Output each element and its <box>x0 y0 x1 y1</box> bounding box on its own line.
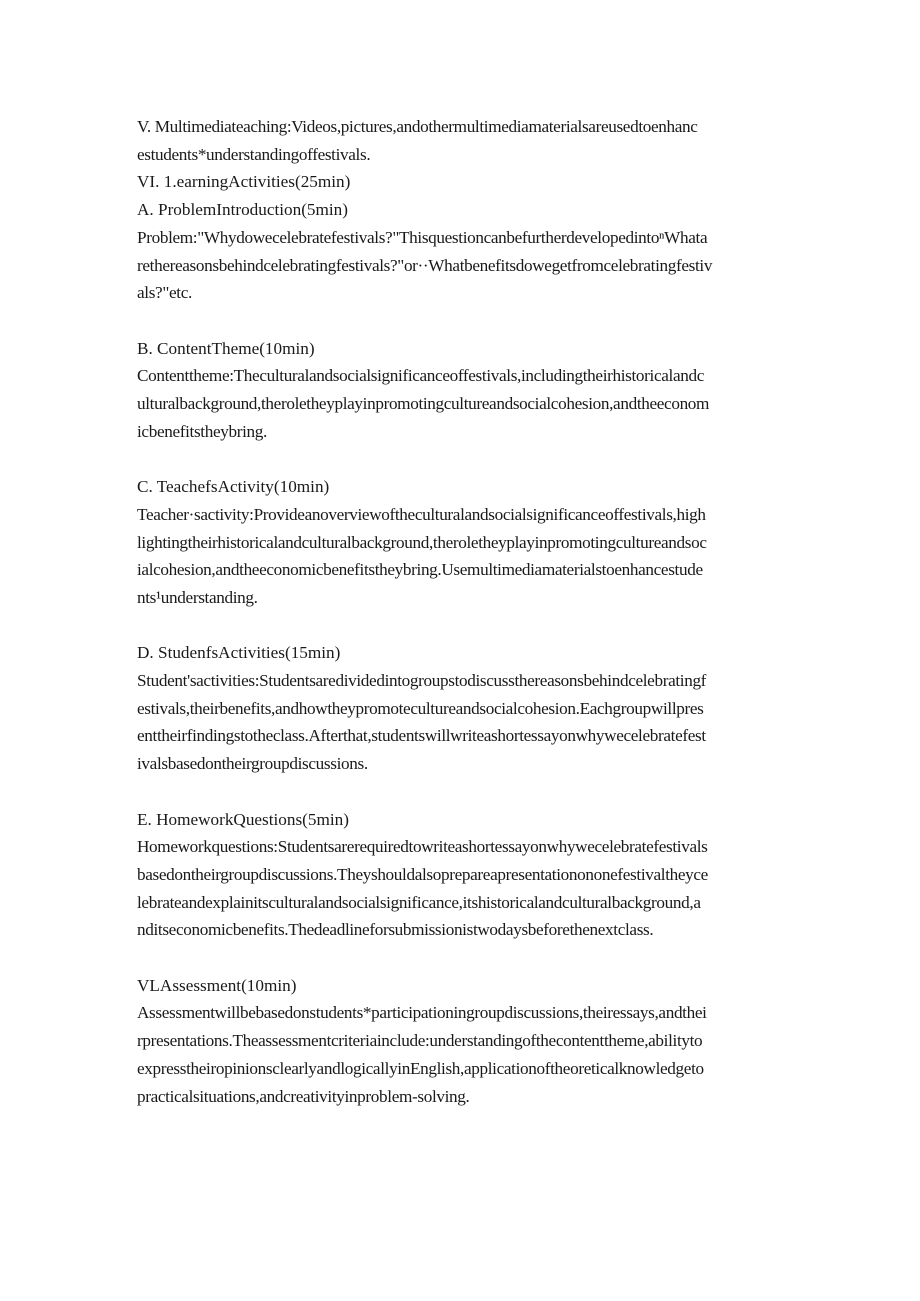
subsection-a-problem-introduction <box>137 196 787 307</box>
body-text-line: lightingtheirhistoricalandculturalbackground,theroletheyplayinpromotingcultureandsoc <box>137 532 707 552</box>
paragraph-spacer <box>137 307 787 335</box>
body-text-line: Assessmentwillbebasedonstudents*participationingroupdiscussions,theiressays,andthei <box>137 1003 707 1023</box>
body-text-line: nditseconomicbenefits.Thedeadlineforsubmissionistwodaysbeforethenextclass. <box>137 920 654 940</box>
body-text-line: rpresentations.Theassessmentcriteriainclude:understandingofthecontenttheme,abilityto <box>137 1031 703 1051</box>
subsection-heading: B. ContentTheme(10min) <box>137 338 315 358</box>
body-text-line: lebrateandexplainitsculturalandsocialsignificance,itshistoricalandculturalbackground,a <box>137 892 701 912</box>
body-text-line: icbenefitstheybring. <box>137 421 267 441</box>
body-text-line: Contenttheme:Theculturalandsocialsignificanceoffestivals,includingtheirhistoricalandc <box>137 366 705 386</box>
subsection-heading: C. TeachefsActivity(10min) <box>137 477 330 497</box>
paragraph-spacer <box>137 612 787 640</box>
body-text-line: ulturalbackground,theroletheyplayinpromotingcultureandsocialcohesion,andtheeconom <box>137 394 710 414</box>
subsection-heading: A. ProblemIntroduction(5min) <box>137 200 348 220</box>
body-text-line: nts¹understanding. <box>137 587 258 607</box>
document-page <box>137 113 787 1110</box>
body-text-line: Student'sactivities:Studentsaredividedintogroupstodiscussthereasonsbehindcelebratingf <box>137 671 707 691</box>
body-text-line: V. Multimediateaching:Videos,pictures,andothermultimediamaterialsareusedtoenhanc <box>137 117 698 136</box>
body-text-line: ivalsbasedontheirgroupdiscussions. <box>137 754 368 774</box>
section-vi-heading: VI. 1.earningActivities(25min) <box>137 172 351 192</box>
subsection-heading: D. StudenfsActivities(15min) <box>137 643 341 663</box>
body-text-line: estivals,theirbenefits,andhowtheypromotecultureandsocialcohesion.Eachgroupwillpres <box>137 698 704 718</box>
subsection-d-student-activities <box>137 639 787 778</box>
body-text-line: Homeworkquestions:Studentsarerequiredtowriteashortessayonwhywecelebratefestivals <box>137 837 708 857</box>
paragraph-spacer <box>137 944 787 972</box>
paragraph-spacer <box>137 445 787 473</box>
body-text-line: enttheirfindingstotheclass.Afterthat,studentswillwriteashortessayonwhywecelebratefest <box>137 726 706 746</box>
body-text-line: practicalsituations,andcreativityinproblem-solving. <box>137 1086 470 1106</box>
body-text-line: ialcohesion,andtheeconomicbenefitstheybring.Usemultimediamaterialstoenhancestude <box>137 560 703 580</box>
body-text-line: als?"etc. <box>137 283 192 303</box>
subsection-e-homework-questions <box>137 806 787 945</box>
section-assessment <box>137 972 787 1111</box>
body-text-line: Teacher·sactivity:Provideanoverviewoftheculturalandsocialsignificanceoffestivals,high <box>137 504 706 524</box>
body-text-line: basedontheirgroupdiscussions.Theyshouldalsoprepareapresentationononefestivaltheyce <box>137 864 708 884</box>
subsection-c-teacher-activity <box>137 473 787 612</box>
body-text-line: Problem:"Whydowecelebratefestivals?"ThisquestioncanbefurtherdevelopedintoⁿWhata <box>137 227 708 247</box>
body-text-line: estudents*understandingoffestivals. <box>137 144 371 164</box>
body-text-line: expresstheiropinionsclearlyandlogicallyinEnglish,applicationoftheoreticalknowledgeto <box>137 1058 704 1078</box>
body-text-line: rethereasonsbehindcelebratingfestivals?"or··Whatbenefitsdowegetfromcelebratingfestiv <box>137 255 713 275</box>
subsection-heading: E. HomeworkQuestions(5min) <box>137 809 349 829</box>
subsection-b-content-theme <box>137 335 787 446</box>
section-v-multimedia-teaching <box>137 113 787 168</box>
paragraph-spacer <box>137 778 787 806</box>
section-heading: VLAssessment(10min) <box>137 975 297 995</box>
